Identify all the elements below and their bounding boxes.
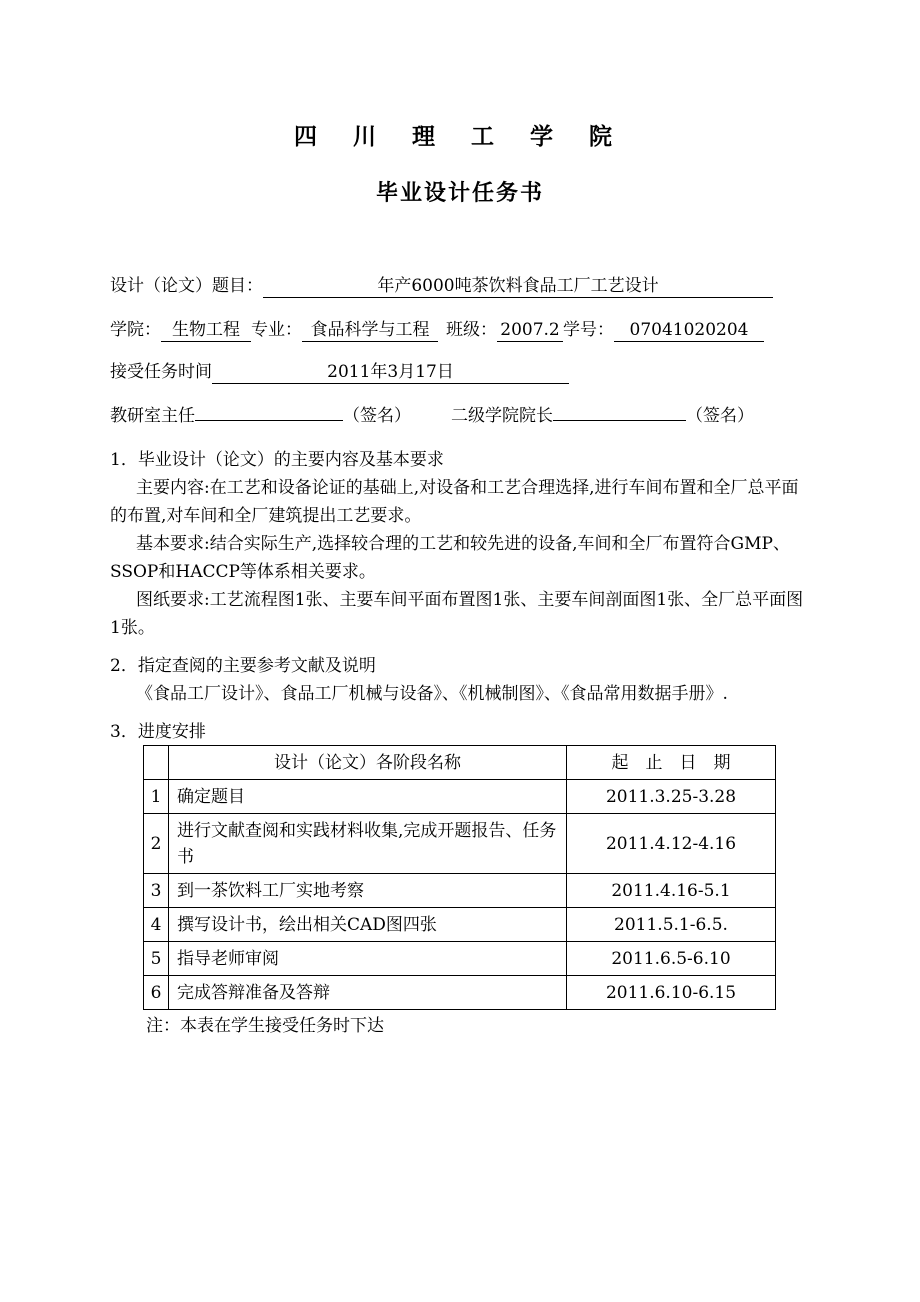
- row-number: 5: [144, 942, 169, 976]
- director-label: 教研室主任: [110, 406, 195, 426]
- table-note: 注：本表在学生接受任务时下达: [146, 1016, 384, 1036]
- row-dates: 2011.6.10-6.15: [567, 976, 776, 1010]
- schedule-table: [143, 745, 776, 1010]
- topic-row: [110, 274, 773, 298]
- college-label: 学院：: [110, 320, 161, 340]
- class-label: 班级：: [446, 320, 497, 340]
- row-dates: 2011.6.5-6.10: [567, 942, 776, 976]
- director-sign-hint: （签名）: [343, 406, 411, 426]
- section3-heading: 3．进度安排: [110, 722, 206, 742]
- class-value: 2007.2: [497, 319, 563, 342]
- row-dates: 2011.5.1-6.5.: [567, 908, 776, 942]
- header-dates: 起 止 日 期: [567, 746, 776, 780]
- dean-label: 二级学院院长: [451, 406, 553, 426]
- row-stage: 完成答辩准备及答辩: [169, 976, 567, 1010]
- table-row: [144, 942, 776, 976]
- table-row: [144, 874, 776, 908]
- row-number: 2: [144, 814, 169, 874]
- major-label: 专业：: [251, 320, 302, 340]
- student-no-value: 07041020204: [614, 319, 764, 342]
- row-stage: 确定题目: [169, 780, 567, 814]
- row-number: 4: [144, 908, 169, 942]
- date-label: 接受任务时间: [110, 362, 212, 382]
- row-dates: 2011.3.25-3.28: [567, 780, 776, 814]
- row-dates: 2011.4.12-4.16: [567, 814, 776, 874]
- section2-heading: 2．指定查阅的主要参考文献及说明: [110, 656, 376, 676]
- row-stage: 撰写设计书，绘出相关CAD图四张: [169, 908, 567, 942]
- row-number: 3: [144, 874, 169, 908]
- section1-drawings: 图纸要求:工艺流程图1张、主要车间平面布置图1张、主要车间剖面图1张、全厂总平面图1张。: [110, 590, 804, 638]
- row-stage: 到一茶饮料工厂实地考察: [169, 874, 567, 908]
- topic-value: 年产6000吨茶饮料食品工厂工艺设计: [263, 275, 773, 298]
- student-info-row: [110, 318, 764, 342]
- student-no-label: 学号：: [563, 320, 614, 340]
- college-value: 生物工程: [161, 319, 251, 342]
- dean-sign-hint: （签名）: [686, 406, 754, 426]
- date-row: [110, 360, 569, 384]
- section2-references: 《食品工厂设计》、食品工厂机械与设备》、《机械制图》、《食品常用数据手册》.: [136, 684, 728, 704]
- header-stage-name: 设计（论文）各阶段名称: [169, 746, 567, 780]
- row-dates: 2011.4.16-5.1: [567, 874, 776, 908]
- section1-heading: 1．毕业设计（论文）的主要内容及基本要求: [110, 450, 444, 470]
- row-number: 6: [144, 976, 169, 1010]
- table-row: [144, 976, 776, 1010]
- row-number: 1: [144, 780, 169, 814]
- director-signature-line: [195, 420, 343, 421]
- major-value: 食品科学与工程: [302, 319, 438, 342]
- signature-row: [110, 404, 754, 428]
- schedule-header-row: [144, 746, 776, 780]
- row-stage: 进行文献查阅和实践材料收集,完成开题报告、任务书: [169, 814, 567, 874]
- table-row: [144, 780, 776, 814]
- section1-requirements: 基本要求:结合实际生产,选择较合理的工艺和较先进的设备,车间和全厂布置符合GMP、SSOP和HACCP等体系相关要求。: [110, 534, 790, 582]
- dean-signature-line: [553, 420, 686, 421]
- section1-content: 主要内容:在工艺和设备论证的基础上,对设备和工艺合理选择,进行车间布置和全厂总平面的布置,对车间和全厂建筑提出工艺要求。: [110, 478, 799, 526]
- date-value: 2011年3月17日: [212, 361, 569, 384]
- school-name: 四 川 理 工 学 院: [293, 124, 627, 150]
- row-stage: 指导老师审阅: [169, 942, 567, 976]
- document-title: 毕业设计任务书: [375, 181, 544, 206]
- header-number-cell: [144, 746, 169, 780]
- table-row: [144, 814, 776, 874]
- table-row: [144, 908, 776, 942]
- topic-label: 设计（论文）题目：: [110, 276, 263, 296]
